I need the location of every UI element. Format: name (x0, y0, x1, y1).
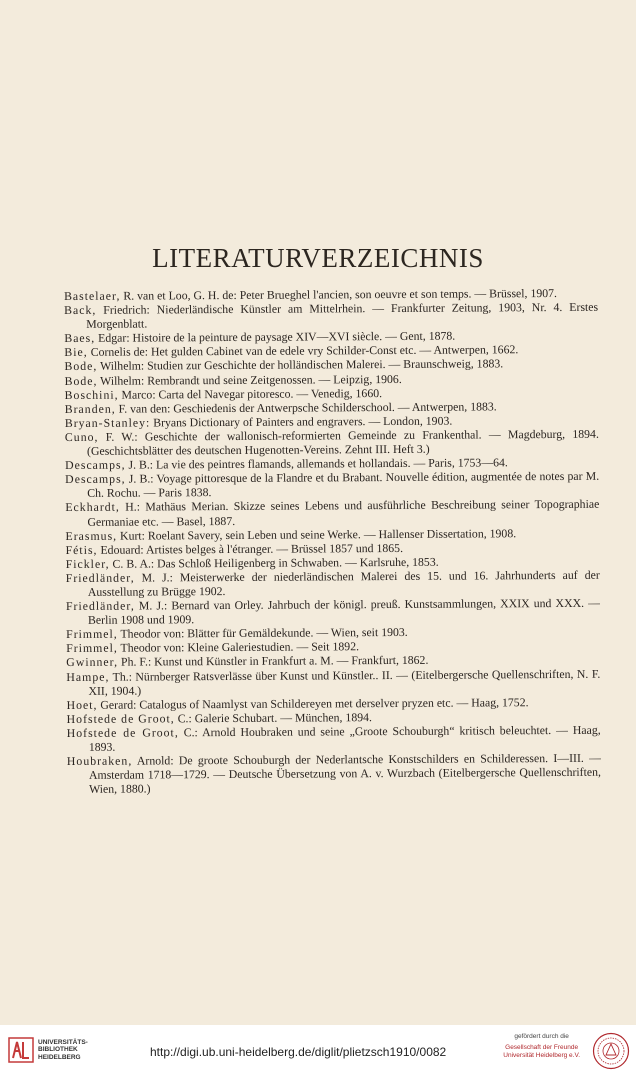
entry-author: Fétis, (65, 542, 98, 557)
entry-text: C.: Galerie Schubart. — München, 1894. (174, 709, 372, 726)
footer-bar (0, 1025, 636, 1075)
sponsor-label: gefördert durch die (514, 1033, 569, 1040)
entry-text: Edouard: Artistes belges à l'étranger. — Brüssel 1857 und 1865. (97, 540, 404, 557)
entry-text: J. B.: La vie des peintres flamands, allemands et hollandais. — Paris, 1753—64. (125, 455, 508, 472)
entry-author: Descamps, (65, 457, 126, 473)
entry-author: Baes, (64, 331, 96, 346)
bibliography-entry (65, 427, 599, 458)
entry-text: Th.: Nürnberger Ratsverlässe über Kunst und Künstler.. II. — (Eitelbergersche Quellenschriften, N. F. XII, 1904.) (88, 666, 601, 698)
entry-author: Hampe, (66, 669, 110, 684)
entry-text: Kurt: Roelant Savery, sein Leben und seine Werke. — Hallenser Dissertation, 1908. (117, 525, 517, 543)
entry-text: M. J.: Meisterwerke der niederländischen Malerei des 15. und 16. Jahrhunderts auf der Ausstellung zu Brügge 1902. (87, 567, 600, 599)
page-url-link[interactable]: http://digi.ub.uni-heidelberg.de/diglit/plietzsch1910/0082 (150, 1045, 447, 1059)
entry-author: Bryan-Stanley: (64, 415, 151, 430)
entry-author: Fickler, (65, 556, 110, 571)
entry-author: Bode, (64, 373, 98, 388)
entry-text: Ph. F.: Kunst und Künstler in Frankfurt a. M. — Frankfurt, 1862. (118, 653, 429, 670)
sponsor-credit[interactable] (503, 1033, 580, 1060)
entry-author: Frimmel, (66, 641, 118, 656)
library-name-line: BIBLIOTHEK (38, 1046, 78, 1054)
entry-text: R. van et Loo, G. H. de: Peter Brueghel l'ancien, son oeuvre et son temps. — Brüssel, 1907. (120, 285, 558, 303)
entry-text: Arnold: De groote Schouburgh der Nederlantsche Konstschilders en Schilderessen. I—III. — Amsterdam 1718—1729. — Deutsche Übersetzung von A. v. Wurzbach (Eitelbergersche Quellenschriften, Wien, 1880.) (88, 750, 602, 797)
entry-text: C. B. A.: Das Schloß Heiligenberg in Schwaben. — Karlsruhe, 1853. (109, 554, 439, 571)
entry-author: Back, (64, 302, 97, 318)
library-logo-icon (8, 1037, 34, 1063)
entry-author: Hofstede de Groot, (66, 711, 175, 726)
bibliography-entry (65, 497, 599, 528)
sponsor-name-line: Universität Heidelberg e.V. (503, 1052, 580, 1059)
entry-author: Gwinner, (66, 655, 119, 670)
entry-author: Cuno, (64, 429, 99, 444)
entry-author: Descamps, (65, 471, 126, 487)
entry-text: H.: Mathäus Merian. Skizze seines Lebens und ausführliche Beschreibung seiner Topographiae Germaniae etc. — Basel, 1887. (87, 497, 600, 529)
entry-author: Friedländer, (65, 570, 135, 585)
entry-author: Frimmel, (66, 626, 118, 642)
entry-text: Wilhelm: Studien zur Geschichte der holländischen Malerei. — Braunschweig, 1883. (97, 356, 504, 374)
bibliography-entry (67, 723, 601, 754)
entry-text: Friedrich: Niederländische Künstler am Mittelrhein. — Frankfurter Zeitung, 1903, Nr. 4. Erstes Morgenblatt. (86, 299, 599, 332)
sponsor-name-line: Gesellschaft der Freunde (505, 1044, 579, 1051)
entry-author: Boschini, (64, 387, 119, 402)
entry-text: F. van den: Geschiedenis der Antwerpsche Schilderschool. — Antwerpen, 1883. (115, 399, 497, 416)
library-name (38, 1039, 88, 1062)
entry-author: Hoet, (66, 697, 98, 712)
entry-text: Edgar: Histoire de la peinture de paysage XIV—XVI siècle. — Gent, 1878. (95, 328, 456, 346)
entry-text: Cornelis de: Het gulden Cabinet van de edele vry Schilder-Const etc. — Antwerpen, 1662. (87, 342, 519, 360)
bibliography-entry (65, 469, 599, 500)
bibliography-list (64, 286, 601, 797)
entry-author: Hofstede de Groot, (66, 725, 179, 740)
entry-author: Houbraken, (66, 753, 133, 769)
entry-text: Bryans Dictionary of Painters and engravers. — London, 1903. (150, 413, 453, 430)
entry-author: Bastelaer, (64, 288, 121, 303)
entry-author: Eckhardt, (65, 500, 120, 515)
entry-author: Branden, (64, 401, 116, 416)
entry-text: C.: Arnold Houbraken und seine „Groote Schouburgh“ kritisch beleuchtet. — Haag, 1893. (88, 722, 601, 754)
entry-author: Erasmus, (65, 528, 118, 543)
bibliography-entry (66, 666, 600, 697)
bibliography-entry (66, 568, 600, 599)
entry-text: Gerard: Catalogus of Naamlyst van Schildereyen met derselver pryzen etc. — Haag, 1752. (97, 694, 529, 712)
library-name-line: UNIVERSITÄTS- (38, 1038, 88, 1046)
entry-text: F. W.: Geschichte der wallonisch-reformierten Gemeinde zu Frankenthal. — Magdeburg, 1894. (Geschichtsblätter des deutschen Hugenotten-Vereins. Zehnt III. Heft 3.) (86, 426, 599, 458)
entry-text: Theodor von: Kleine Galeriestudien. — Seit 1892. (117, 639, 360, 656)
entry-text: Marco: Carta del Navegar pitoresco. — Venedig, 1660. (118, 385, 383, 402)
library-logo[interactable] (8, 1037, 88, 1063)
library-name-line: HEIDELBERG (38, 1053, 81, 1061)
page-title: LITERATURVERZEICHNIS (152, 243, 484, 273)
bibliography-entry (67, 751, 601, 797)
bibliography-entry (66, 596, 600, 627)
entry-text: Wilhelm: Rembrandt und seine Zeitgenossen. — Leipzig, 1906. (97, 371, 402, 388)
entry-author: Bie, (64, 345, 88, 360)
university-seal-icon (592, 1032, 630, 1070)
entry-text: Theodor von: Blätter für Gemäldekunde. — Wien, seit 1903. (117, 625, 408, 641)
bibliography-entry (64, 300, 598, 331)
entry-text: J. B.: Voyage pittoresque de la Flandre et du Brabant. Nouvelle édition, augmentée de notes par M. Ch. Rochu. — Paris 1838. (87, 468, 600, 501)
entry-text: M. J.: Bernard van Orley. Jahrbuch der königl. preuß. Kunstsammlungen, XXIX und XXX. — Berlin 1908 und 1909. (87, 595, 600, 628)
entry-author: Bode, (64, 359, 98, 374)
entry-author: Friedländer, (65, 598, 135, 614)
